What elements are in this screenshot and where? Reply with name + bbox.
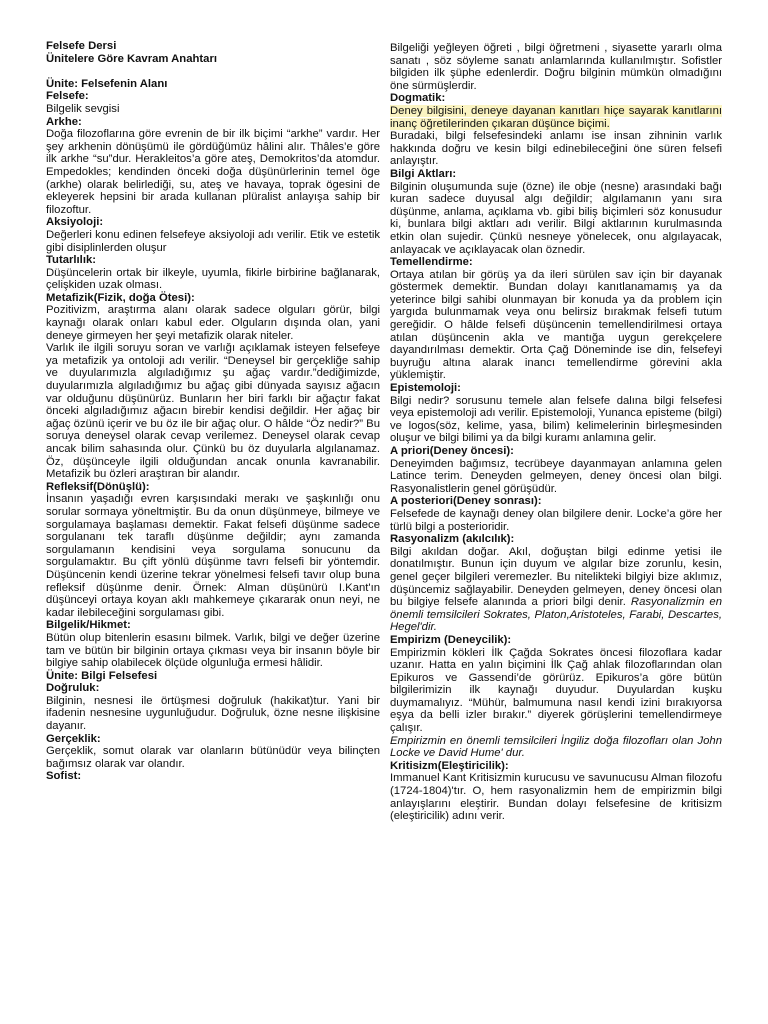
term-arkhe: Arkhe: — [46, 115, 82, 128]
term-felsefe: Felsefe: — [46, 90, 89, 103]
term-refleksif: Refleksif(Dönüşlü): — [46, 480, 150, 493]
definition-aksiyoloji: Değerleri konu edinen felsefeye aksiyoloji adı verilir. Etik ve estetik gibi disiplinlerden oluşur — [46, 228, 380, 254]
unit-heading: Ünite: Bilgi Felsefesi — [46, 669, 158, 682]
definition-tutarlilik: Düşüncelerin ortak bir ilkeyle, uyumla, fikirle birbirine bağlanarak, çelişkiden uzak olması. — [46, 266, 380, 292]
term-epistemoloji: Epistemoloji: — [390, 382, 461, 395]
highlighted-text: Deney bilgisini, deneye dayanan kanıtları hiçe sayarak kanıtlarını inanç öğretilerinden çıkaran düşünce biçimi. — [390, 104, 722, 130]
term-temellendirme: Temellendirme: — [390, 256, 473, 269]
definition-refleksif: İnsanın yaşadığı evren karşısındaki merakı ve şaşkınlığı onu sorular sormaya yöneltmiştir. Bu da onun düşünmeye, bilmeye ve sorgulamaya başlaması demektir. Fakat felsefi düşünme sadece sorgulananı tek taraflı düşünme değildir; aynı zamanda sorgulamanın kendisini veya sorgulama sonucunu da sorgulamaktır. Bu çift yönlü düşünme tavrı felsefi bir yöntemdir. Düşüncenin kendi üzerine tekrar yönelmesi felsefi tavır olup buna refleksif düşünme denir. Örnek: Alman düşünürü I.Kant'ın düşünceyi ortaya koyan aklı mahkemeye çıkararak onun neyi, ne kadar ilebileceğini sorgulaması gibi. — [46, 493, 380, 619]
spacer — [46, 65, 380, 78]
definition-bilgi-aktlari: Bilginin oluşumunda suje (özne) ile obje (nesne) arasındaki bağı kuran sadece duyusal algı değildir; algılamanın yanı sıra düşünme, anlama, açıklama vb. gibi biliş biçimleri söz konusudur ki, bunlara bilgi aktları adı verilir. Bilgi aktlarının kurulmasında etkin olan sujedir. Çünkü nesneye yönelecek, onu algılayacak, anlayacak ve açıklayacak olan öznedir. — [390, 180, 722, 256]
term-metafizik: Metafizik(Fizik, doğa Ötesi): — [46, 291, 195, 304]
definition-kritisizm: Immanuel Kant Kritisizmin kurucusu ve savunucusu Alman filozofu (1724-1804)'tır. O, hem rasyonalizmin hem de empirizmin bilgi anlayışlarını eleştirir. Bundan dolayı felsefesine de kritisizm (eleştiricilik) adını verir. — [390, 772, 722, 823]
definition-epistemoloji: Bilgi nedir? sorusunu temele alan felsefe dalına bilgi felsefesi veya epistemoloji adı verilir. Epistemoloji, Yunanca episteme (bilgi) ve logos(söz, kelime, yasa, bilim) kelimelerinin birleşmesinden oluşur ve bilgi bilimi ya da bilgi kuramı anlamına gelir. — [390, 394, 722, 445]
definition-empirizm: Empirizmin kökleri İlk Çağda Sokrates öncesi filozoflara kadar uzanır. Hatta en yalın biçimini İlk Çağ ahlak filozoflarından olan Epikuros ve Gassendi’de görürüz. Epikuros’a göre bütün bilgilerimizin ilk kaynağı duyudur. Duyulardan kuşku duymamalıyız. “Mühür, balmumuna nasıl kendi izini bırakıyorsa eşya da belli izler bırakır.” diyerek görüşlerini temellendirmeye çalışır. — [390, 646, 722, 735]
term-sofist: Sofist: — [46, 770, 82, 783]
definition-felsefe: Bilgelik sevgisi — [46, 102, 120, 115]
definition-dogmatik: Buradaki, bilgi felsefesindeki anlamı ise insan zihninin varlık hakkında doğru ve kesin bilgi edinebileceğini öne süren felsefi anlayıştır. — [390, 130, 722, 168]
definition-arkhe: Doğa filozoflarına göre evrenin de bir ilk biçimi “arkhe” vardır. Her şey arkhenin dönüşümü ile gördüğümüz hâlini alır. Thâles’e göre ilk arkhe “su”dur. Herakleitos’a göre ateş, Demokritos’da atomdur. Empedokles; kendinden önceki doğa düşünürlerinin temel öge (arkhe) olarak belirlediği, su, ateş ve havaya, toprak ögesini de ekleyerek hepsini bir arada kullanan plüralist anlayışa sahip bir filozoftur. — [46, 128, 380, 216]
definition-metafizik-1: Pozitivizm, araştırma alanı olarak sadece olguları görür, bilgi kaynağı olarak onları kabul eder. Olguların dışında olan, yani deneye girmeyen her şeyi metafizik olarak niteler. — [46, 304, 380, 342]
definition-dogruluk: Bilginin, nesnesi ile örtüşmesi doğruluk (hakikat)tur. Yani bir ifadenin nesnesine uygunluğudur. Doğruluk, özne nesne ilişkisine dayanır. — [46, 694, 380, 733]
definition-sofist: Bilgeliği yeğleyen öğreti , bilgi öğretmeni , siyasette yararlı olma sanatı , söz söyleme sanatı anlamlarında kullanılmıştır. Sofistler bilgiden ilk şüphe edenlerdir. Doğru bilginin mümkün olmadığını öne sürmüşlerdir. — [390, 42, 722, 92]
term-dogruluk: Doğruluk: — [46, 682, 100, 695]
term-bilgi-aktlari: Bilgi Aktları: — [390, 167, 457, 180]
document-subtitle: Ünitelere Göre Kavram Anahtarı — [46, 52, 217, 65]
empirizm-representatives: Empirizmin en önemli temsilcileri İngiliz doğa filozofları olan John Locke ve David Hume' dur. — [390, 734, 722, 760]
unit-heading: Ünite: Felsefenin Alanı — [46, 77, 168, 90]
definition-dogmatik-highlighted — [390, 105, 722, 130]
term-kritisizm: Kritisizm(Eleştiricilik): — [390, 759, 509, 772]
term-empirizm: Empirizm (Deneycilik): — [390, 633, 512, 646]
term-bilgelik: Bilgelik/Hikmet: — [46, 619, 131, 632]
term-a-posteriori: A posteriori(Deney sonrası): — [390, 495, 542, 508]
term-gerceklik: Gerçeklik: — [46, 732, 101, 745]
definition-temellendirme: Ortaya atılan bir görüş ya da ileri sürülen sav için bir dayanak göstermek demektir. Bundan dolayı kanıtlanamamış ya da yeterince bilgi sahibi olunmayan bir konuda ya da problem için yargıda bulunmamak veya onu belirsiz bırakmak felsefi tutum gereğidir. O hâlde felsefi düşüncenin temellendirilmesi ortaya atılan düşüncenin akla ve mantığa uygun gerekçelere dayandırılması demektir. Orta Çağ Döneminde ise din, felsefeyi buyruğu altına alarak inancı temellendirme görevini akla yüklemiştir. — [390, 268, 722, 382]
definition-a-priori: Deneyimden bağımsız, tecrübeye dayanmayan anlamına gelen Latince terim. Deneyden gelmeyen, deney öncesi olan bilgi. Rasyonalistlerin genel görüşüdür. — [390, 457, 722, 495]
right-column — [390, 42, 722, 823]
document-title: Felsefe Dersi — [46, 40, 117, 52]
definition-gerceklik: Gerçeklik, somut olarak var olanların bütünüdür veya bilinçten bağımsız olarak var olandır. — [46, 745, 380, 770]
term-dogmatik: Dogmatik: — [390, 92, 446, 105]
definition-a-posteriori: Felsefede de kaynağı deney olan bilgilere denir. Locke’a göre her türlü bilgi a posterioridir. — [390, 507, 722, 533]
term-tutarlilik: Tutarlılık: — [46, 254, 97, 267]
term-aksiyoloji: Aksiyoloji: — [46, 216, 104, 229]
left-column — [46, 40, 380, 783]
definition-rasyonalizm — [390, 546, 722, 634]
term-rasyonalizm: Rasyonalizm (akılcılık): — [390, 533, 515, 546]
definition-metafizik-2: Varlık ile ilgili soruyu soran ve varlığı açıklamak isteyen felsefeye ya metafizik ya ontoloji adı verilir. “Deneysel bir gerçekliğe sahip ve duyularımızla algıladığımız şu ağaç vardır.”dediğimizde, duyularımızla algıladığımız bu ağaç gibi dünyada sayısız ağacın var olduğunu düşünürüz. Bunların her biri farklı bir ağaçtır fakat önceki algıladığımız ağacın birebir kendisi değildir. Her ağaç bir ağaç özünü içerir ve bu öz ile bir ağaç olur. O hâlde “Öz nedir?” Bu soruya deneysel olarak cevap verilemez. Deneysel olarak cevap ancak bilim sahasında olur. Çünkü bu öz duyularla algılanamaz. Öz, düşünceyle ilgili olduğundan ancak onunla kavranabilir. Metafizik bu özleri araştıran bir alandır. — [46, 342, 380, 481]
term-a-priori: A priori(Deney öncesi): — [390, 445, 514, 457]
definition-bilgelik: Bütün olup bitenlerin esasını bilmek. Varlık, bilgi ve değer üzerine tam ve bütün bir bilginin ortaya çıkması veya bir insanın böyle bir bilgiye sahip olabilecek ölçüde olgunluğa ermesi hâlidir. — [46, 631, 380, 670]
rasyonalizm-text: Bilgi akıldan doğar. Akıl, doğuştan bilgi edinme yetisi ile donatılmıştır. Bunun için duyum ve algılar bize zorunlu, kesin, genel geçer bilgileri veremezler. Bu nitelikteki bilgiyi bize aklımız, düşüncemiz sağlayabilir. Deneyden gelmeyen, deney öncesi olan bu bilgiye felsefe alanında a priori bilgi denir. — [390, 545, 722, 609]
rasyonalizm-representatives: Rasyonalizmin en önemli temsilcileri Sokrates, Platon,Aristoteles, Farabi, Descartes, Hegel'dir. — [390, 596, 722, 634]
empirizm-representatives-line — [390, 735, 722, 760]
